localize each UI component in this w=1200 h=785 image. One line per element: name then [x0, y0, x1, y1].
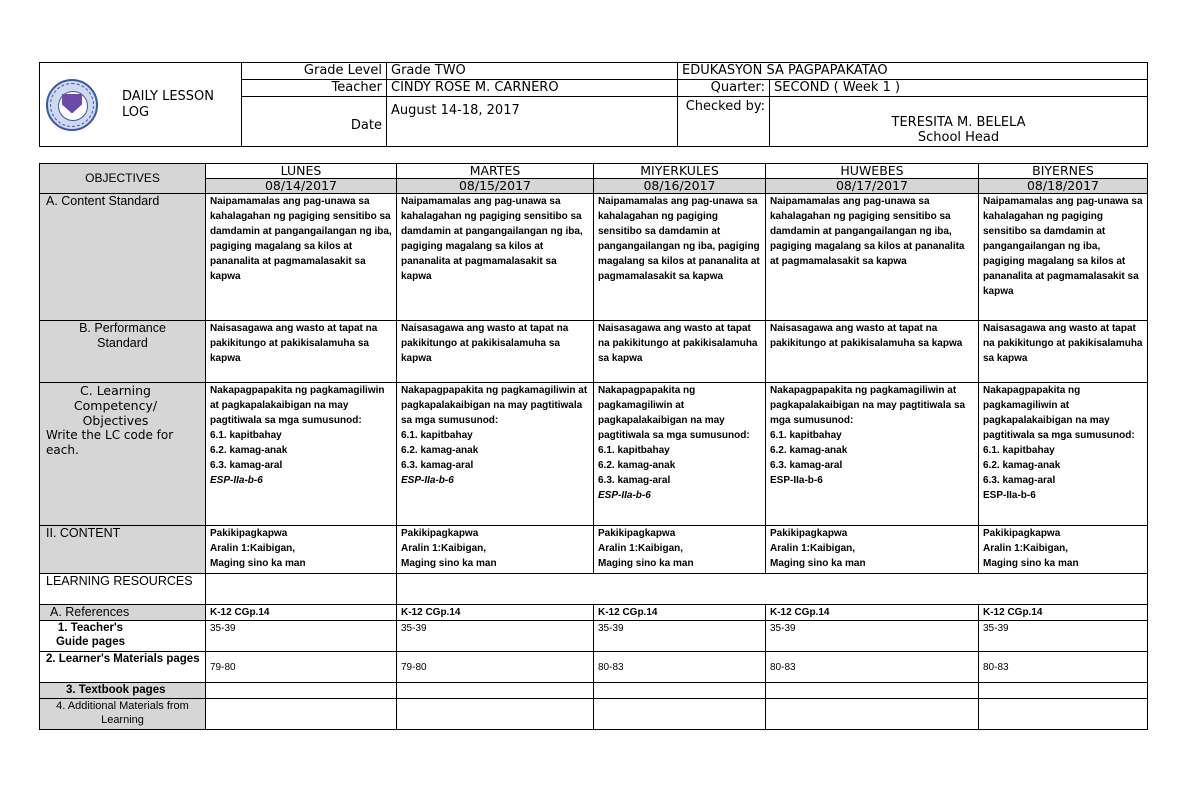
content-line: Maging sino ka man [983, 558, 1079, 569]
additional-materials-value [397, 699, 594, 730]
textbook-value [766, 683, 979, 699]
content-cell [979, 526, 1148, 574]
textbook-value [397, 683, 594, 699]
content-line: Aralin 1:Kaibigan, [210, 543, 296, 554]
teachers-guide-value: 35-39 [206, 621, 397, 652]
teachers-guide-value: 35-39 [979, 621, 1148, 652]
subject: EDUKASYON SA PAGPAPAKATAO [678, 63, 1148, 80]
grade-level-value: Grade TWO [387, 63, 678, 80]
learning-competency-label: C. Learning Competency/ Objectives [73, 383, 158, 428]
learning-resources-blank [206, 574, 397, 605]
competency-item: 6.1. kapitbahay [598, 445, 670, 456]
checked-name: TERESITA M. BELELA [891, 115, 1026, 130]
references-value: K-12 CGp.14 [397, 605, 594, 621]
competency-code: ESP-IIa-b-6 [401, 475, 454, 486]
content-cell [766, 526, 979, 574]
day-name: LUNES [206, 164, 397, 179]
day-date: 08/16/2017 [594, 179, 766, 194]
teachers-guide-value: 35-39 [397, 621, 594, 652]
day-name: MARTES [397, 164, 594, 179]
content-standard-label: A. Content Standard [40, 194, 206, 321]
learners-materials-value: 80-83 [766, 652, 979, 683]
teachers-guide-label: 1. Teacher's Guide pages [40, 621, 206, 652]
learners-materials-value: 80-83 [979, 652, 1148, 683]
performance-standard-text: Naisasagawa ang wasto at tapat na pakikitungo at pakikisalamuha sa kapwa [766, 321, 979, 383]
logo-cell [40, 63, 242, 147]
textbook-value [979, 683, 1148, 699]
objectives-label: OBJECTIVES [40, 164, 206, 194]
competency-item: 6.2. kamag-anak [210, 445, 288, 456]
content-line: Aralin 1:Kaibigan, [983, 543, 1069, 554]
competency-cell [979, 383, 1148, 526]
competency-item: 6.2. kamag-anak [983, 460, 1061, 471]
content-line: Pakikipagkapwa [210, 528, 288, 539]
checked-by-cell [770, 97, 1148, 147]
references-value: K-12 CGp.14 [594, 605, 766, 621]
competency-item: 6.1. kapitbahay [210, 430, 282, 441]
day-date: 08/18/2017 [979, 179, 1148, 194]
learning-resources-label: LEARNING RESOURCES [40, 574, 206, 605]
deped-seal-icon [46, 79, 98, 131]
competency-cell [766, 383, 979, 526]
content-standard-text: Naipamamalas ang pag-unawa sa kahalagahan ng pagiging sensitibo sa damdamin at pangangailangan ng iba, pagiging magalang sa kilos at pananalita at pagmamalasakit sa kapwa [766, 194, 979, 321]
quarter-label: Quarter: [678, 80, 770, 97]
competency-item: 6.3. kamag-aral [401, 460, 474, 471]
content-line: Aralin 1:Kaibigan, [598, 543, 684, 554]
day-name: BIYERNES [979, 164, 1148, 179]
competency-code: ESP-IIa-b-6 [210, 475, 263, 486]
performance-standard-text: Naisasagawa ang wasto at tapat na pakikitungo at pakikisalamuha sa kapwa [594, 321, 766, 383]
grade-level-label: Grade Level [242, 63, 387, 80]
references-value: K-12 CGp.14 [206, 605, 397, 621]
competency-intro: Nakapagpapakita ng pagkamagiliwin at pagkapalakaibigan na may pagtitiwala sa mga sumusunod: [983, 385, 1135, 441]
content-line: Maging sino ka man [598, 558, 694, 569]
competency-item: 6.3. kamag-aral [598, 475, 671, 486]
competency-item: 6.3. kamag-aral [770, 460, 843, 471]
performance-standard-text: Naisasagawa ang wasto at tapat na pakikitungo at pakikisalamuha sa kapwa [397, 321, 594, 383]
content-line: Pakikipagkapwa [401, 528, 479, 539]
content-line: Maging sino ka man [770, 558, 866, 569]
additional-materials-value [594, 699, 766, 730]
day-name: HUWEBES [766, 164, 979, 179]
content-line: Pakikipagkapwa [983, 528, 1061, 539]
references-label: A. References [40, 605, 206, 621]
checked-label: Checked by: [678, 97, 770, 147]
competency-item: 6.1. kapitbahay [983, 445, 1055, 456]
competency-intro: Nakapagpapakita ng pagkamagiliwin at pagkapalakaibigan na may pagtitiwala sa mga sumusunod: [770, 385, 966, 426]
competency-intro: Nakapagpapakita ng pagkamagiliwin at pagkapalakaibigan na may pagtitiwala sa mga sumusunod: [598, 385, 750, 441]
competency-cell [594, 383, 766, 526]
content-standard-text: Naipamamalas ang pag-unawa sa kahalagahan ng pagiging sensitibo sa damdamin at pangangailangan ng iba, pagiging magalang sa kilos at pananalita at pagmamalasakit sa kapwa [397, 194, 594, 321]
references-value: K-12 CGp.14 [766, 605, 979, 621]
competency-item: 6.1. kapitbahay [770, 430, 842, 441]
content-standard-text: Naipamamalas ang pag-unawa sa kahalagahan ng pagiging sensitibo sa damdamin at pangangailangan ng iba, pagiging magalang sa kilos at pananalita at pagmamalasakit sa kapwa [206, 194, 397, 321]
lc-note: Write the LC code for each. [46, 428, 174, 457]
quarter-value: SECOND ( Week 1 ) [770, 80, 1148, 97]
day-name: MIYERKULES [594, 164, 766, 179]
competency-item: 6.3. kamag-aral [983, 475, 1056, 486]
date-value: August 14-18, 2017 [387, 97, 678, 147]
learners-materials-label: 2. Learner's Materials pages [40, 652, 206, 683]
day-date: 08/14/2017 [206, 179, 397, 194]
competency-item: 6.2. kamag-anak [401, 445, 479, 456]
performance-standard-label: B. Performance Standard [40, 321, 206, 383]
content-cell [397, 526, 594, 574]
competency-item: 6.3. kamag-aral [210, 460, 283, 471]
performance-standard-text: Naisasagawa ang wasto at tapat na pakikitungo at pakikisalamuha sa kapwa [206, 321, 397, 383]
content-cell [594, 526, 766, 574]
teachers-guide-value: 35-39 [766, 621, 979, 652]
content-standard-text: Naipamamalas ang pag-unawa sa kahalagahan ng pagiging sensitibo sa damdamin at pangangailangan ng iba, pagiging magalang sa kilos at pananalita at pagmamalasakit sa kapwa [979, 194, 1148, 321]
teacher-value: CINDY ROSE M. CARNERO [387, 80, 678, 97]
content-line: Maging sino ka man [210, 558, 306, 569]
teachers-guide-value: 35-39 [594, 621, 766, 652]
competency-item: 6.2. kamag-anak [598, 460, 676, 471]
day-date: 08/15/2017 [397, 179, 594, 194]
competency-cell [397, 383, 594, 526]
content-line: Pakikipagkapwa [598, 528, 676, 539]
textbook-label: 3. Textbook pages [40, 683, 206, 699]
header-table [39, 62, 1148, 147]
competency-cell [206, 383, 397, 526]
lesson-table [39, 163, 1148, 730]
content-line: Aralin 1:Kaibigan, [401, 543, 487, 554]
learning-resources-blank [397, 574, 1148, 605]
date-label: Date [242, 97, 387, 147]
learning-competency-label-cell [40, 383, 206, 526]
additional-materials-value [206, 699, 397, 730]
competency-code: ESP-IIa-b-6 [770, 475, 823, 486]
competency-intro: Nakapagpapakita ng pagkamagiliwin at pagkapalakaibigan na may pagtitiwala sa mga sumusunod: [210, 385, 385, 426]
content-line: Maging sino ka man [401, 558, 497, 569]
competency-intro: Nakapagpapakita ng pagkamagiliwin at pagkapalakaibigan na may pagtitiwala sa mga sumusunod: [401, 385, 588, 426]
day-date: 08/17/2017 [766, 179, 979, 194]
performance-standard-text: Naisasagawa ang wasto at tapat na pakikitungo at pakikisalamuha sa kapwa [979, 321, 1148, 383]
competency-code: ESP-IIa-b-6 [983, 490, 1036, 501]
competency-item: 6.2. kamag-anak [770, 445, 848, 456]
competency-code: ESP-IIa-b-6 [598, 490, 651, 501]
learners-materials-value: 79-80 [397, 652, 594, 683]
additional-materials-value [979, 699, 1148, 730]
content-line: Aralin 1:Kaibigan, [770, 543, 856, 554]
log-title: DAILY LESSON LOG [122, 88, 215, 120]
references-value: K-12 CGp.14 [979, 605, 1148, 621]
textbook-value [206, 683, 397, 699]
additional-materials-value [766, 699, 979, 730]
content-cell [206, 526, 397, 574]
content-line: Pakikipagkapwa [770, 528, 848, 539]
additional-materials-label: 4. Additional Materials from Learning [40, 699, 206, 730]
content-standard-text: Naipamamalas ang pag-unawa sa kahalagahan ng pagiging sensitibo sa damdamin at pangangailangan ng iba, pagiging magalang sa kilos at pananalita at pagmamalasakit sa kapwa [594, 194, 766, 321]
textbook-value [594, 683, 766, 699]
teacher-label: Teacher [242, 80, 387, 97]
learners-materials-value: 79-80 [206, 652, 397, 683]
competency-item: 6.1. kapitbahay [401, 430, 473, 441]
content-label: II. CONTENT [40, 526, 206, 574]
checked-role: School Head [917, 130, 1000, 145]
learners-materials-value: 80-83 [594, 652, 766, 683]
